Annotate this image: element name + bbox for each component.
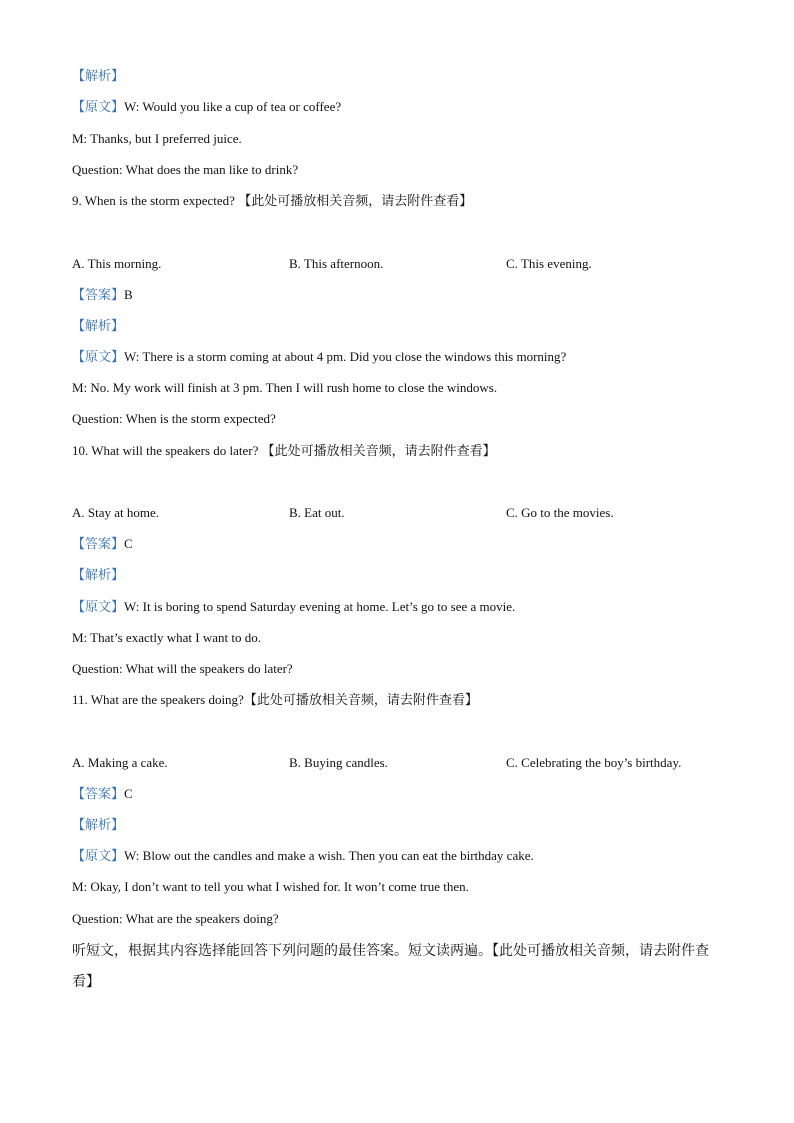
analysis-label: 【解析】 [72,69,125,84]
q10-answer: 【答案】C [72,536,133,552]
question-10-stem: 10. What will the speakers do later? 【此处可播放相关音频，请去附件查看】 [72,443,496,459]
q9-option-b: B. This afternoon. [289,256,384,271]
q11-answer: 【答案】C [72,786,133,802]
transcript-m: M: Thanks, but I preferred juice. [72,131,242,146]
q9-answer: 【答案】B [72,287,133,303]
section-instruction: 听短文，根据其内容选择能回答下列问题的最佳答案。短文读两遍。【此处可播放相关音频，请去附件查看】 [72,943,709,990]
q11-transcript-w: 【原文】W: Blow out the candles and make a wish. Then you can eat the birthday cake. [72,848,534,864]
question-9-stem: 9. When is the storm expected? 【此处可播放相关音频，请去附件查看】 [72,193,473,209]
audio-note: 【此处可播放相关音频，请去附件查看】 [243,693,478,708]
q10-option-a: A. Stay at home. [72,505,160,520]
q9-option-c: C. This evening. [506,256,592,271]
transcript-w: 【原文】W: Would you like a cup of tea or coffee? [72,99,342,115]
q11-option-c: C. Celebrating the boy’s birthday. [506,755,682,770]
q11-analysis-label: 【解析】 [72,818,125,833]
q11-transcript-m: M: Okay, I don’t want to tell you what I wished for. It won’t come true then. [72,879,469,894]
audio-note: 【此处可播放相关音频，请去附件查看】 [261,444,496,459]
question-11-stem: 11. What are the speakers doing?【此处可播放相关音频，请去附件查看】 [72,692,478,708]
q9-option-a: A. This morning. [72,256,162,271]
q10-option-c: C. Go to the movies. [506,505,614,520]
audio-note: 【此处可播放相关音频，请去附件查看】 [238,194,473,209]
q11-transcript-question: Question: What are the speakers doing? [72,911,279,926]
q10-transcript-w: 【原文】W: It is boring to spend Saturday evening at home. Let’s go to see a movie. [72,599,516,615]
q9-analysis-label: 【解析】 [72,319,125,334]
q11-option-b: B. Buying candles. [289,755,388,770]
transcript-question: Question: What does the man like to drink? [72,162,299,177]
q9-transcript-m: M: No. My work will finish at 3 pm. Then I will rush home to close the windows. [72,380,498,395]
q10-option-b: B. Eat out. [289,505,345,520]
q9-transcript-w: 【原文】W: There is a storm coming at about 4 pm. Did you close the windows this morning? [72,349,567,365]
q11-option-a: A. Making a cake. [72,755,168,770]
q9-transcript-question: Question: When is the storm expected? [72,411,276,426]
q10-analysis-label: 【解析】 [72,568,125,583]
q10-transcript-question: Question: What will the speakers do later? [72,661,293,676]
q10-transcript-m: M: That’s exactly what I want to do. [72,630,261,645]
